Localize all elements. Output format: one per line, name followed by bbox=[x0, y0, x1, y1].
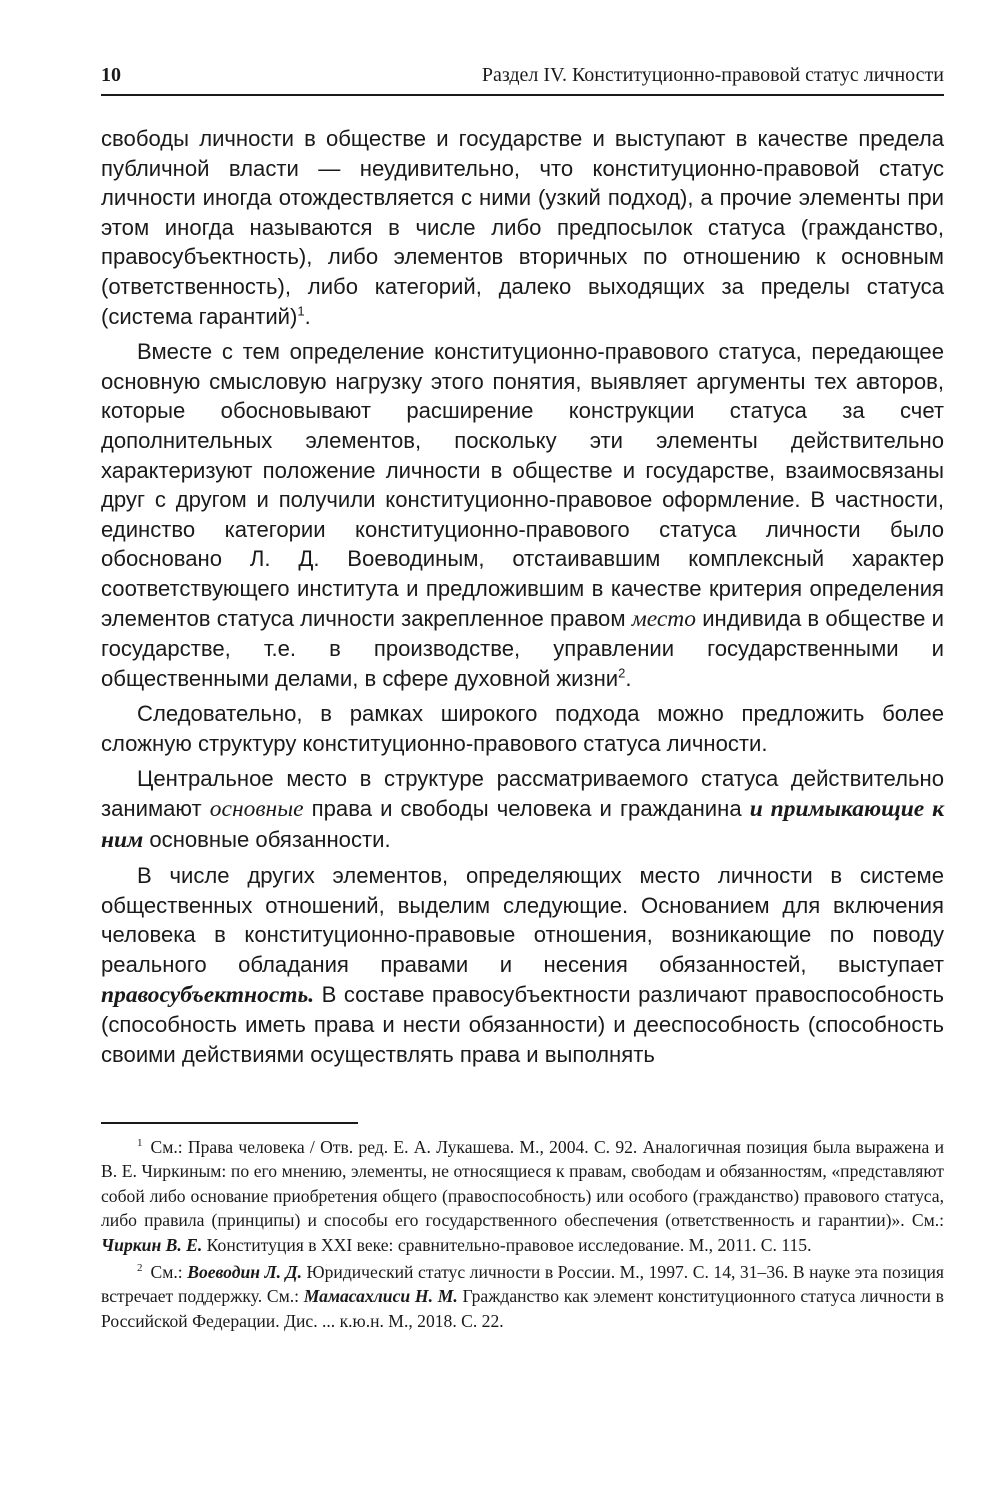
footnote-author: Воеводин Л. Д. bbox=[187, 1262, 302, 1283]
footnote-ref-1[interactable]: 1 bbox=[297, 303, 305, 319]
emphasis-osnovnye: основные bbox=[209, 796, 304, 823]
footnote-mark: 2 bbox=[137, 1262, 143, 1275]
running-title: Раздел IV. Конституционно-правовой статус личности bbox=[481, 64, 944, 86]
footnotes bbox=[101, 1135, 944, 1336]
page-header bbox=[101, 60, 944, 96]
emphasis-mesto: место bbox=[631, 605, 697, 632]
footnote-1: $^1$ См.: Права человека / Отв. ред. Е. А. Лукашева. М., 2004. С. 92. Аналогичная позиция была выражена и В. Е. Чиркиным: по его мнению, элементы, не относящиеся к правам, свободам и обязанностям, «представляют собой либо основание приобретения общего (правоспособность) или особого (гражданство) правового статуса, либо правила (принципы) и способы его государственного обеспечения (ответственность и гарантии)». См.: Чиркин В. Е. Конституция в XXI веке: сравнительно-правовое исследование. М., 2011. С. 115. bbox=[101, 1137, 944, 1255]
paragraph-4: Центральное место в структуре рассматриваемого статуса действительно занимают основные права и свободы человека и гражданина и примыкающие к ним основные обязанности. bbox=[101, 766, 944, 853]
emphasis-pravosubektnost: правосубъектность. bbox=[101, 981, 315, 1008]
footnote-author: Чиркин В. Е. bbox=[101, 1234, 203, 1255]
footnote-mark: 1 bbox=[137, 1137, 143, 1150]
footnote-2: $^2$ См.: Воеводин Л. Д. Юридический статус личности в России. М., 1997. С. 14, 31–36. В науке эта позиция встречает поддержку. См.: Мамасахлиси Н. М. Гражданство как элемент конституционного статуса личности в Российской Федерации. Дис. ... к.ю.н. М., 2018. С. 22. bbox=[101, 1262, 945, 1331]
main-text bbox=[101, 124, 944, 1069]
footnote-ref-2[interactable]: 2 bbox=[618, 665, 626, 681]
page-number: 10 bbox=[101, 64, 121, 86]
footnote-divider bbox=[101, 1122, 358, 1124]
paragraph-1: свободы личности в обществе и государстве и выступают в качестве предела публичной власти — неудивительно, что конституционно-правовой статус личности иногда отождествляется с ними (узкий подход), а прочие элементы при этом иногда называются в числе либо предпосылок статуса (гражданство, правосубъектность), либо элементов вторичных по отношению к основным (ответственность), либо категорий, далеко выходящих за пределы статуса (система гарантий)$^1$. bbox=[101, 126, 944, 329]
paragraph-2: Вместе с тем определение конституционно-правового статуса, передающее основную смысловую нагрузку этого понятия, выявляет аргументы тех авторов, которые обосновывают расширение конструкции статуса за счет дополнительных элементов, поскольку эти элементы действительно характеризуют положение личности в обществе и государстве, взаимосвязаны друг с другом и получили конституционно-правовое оформление. В частности, единство категории конституционно-правового статуса личности было обосновано Л. Д. Воеводиным, отстаивавшим комплексный характер соответствующего института и предложившим в качестве критерия определения элементов статуса личности закрепленное правом место индивида в обществе и государстве, т.е. в производстве, управлении государственными и общественными делами, в сфере духовной жизни$^2$. bbox=[101, 339, 944, 691]
footnote-author: Мамасахлиси Н. М. bbox=[303, 1286, 458, 1307]
emphasis-primykayushchie: и примыкающие к ним bbox=[101, 796, 944, 853]
paragraph-5: В числе других элементов, определяющих место личности в системе общественных отношений, выделим следующие. Основанием для включения человека в конституционно-правовые отношения, возникающие по поводу реального обладания правами и несения обязанностей, выступает правосубъектность. В составе правосубъектности различают правоспособность (способность иметь права и нести обязанности) и дееспособность (способность своими действиями осуществлять права и выполнять bbox=[101, 863, 944, 1067]
paragraph-3: Следовательно, в рамках широкого подхода можно предложить более сложную структуру конституционно-правового статуса личности. bbox=[101, 701, 944, 756]
